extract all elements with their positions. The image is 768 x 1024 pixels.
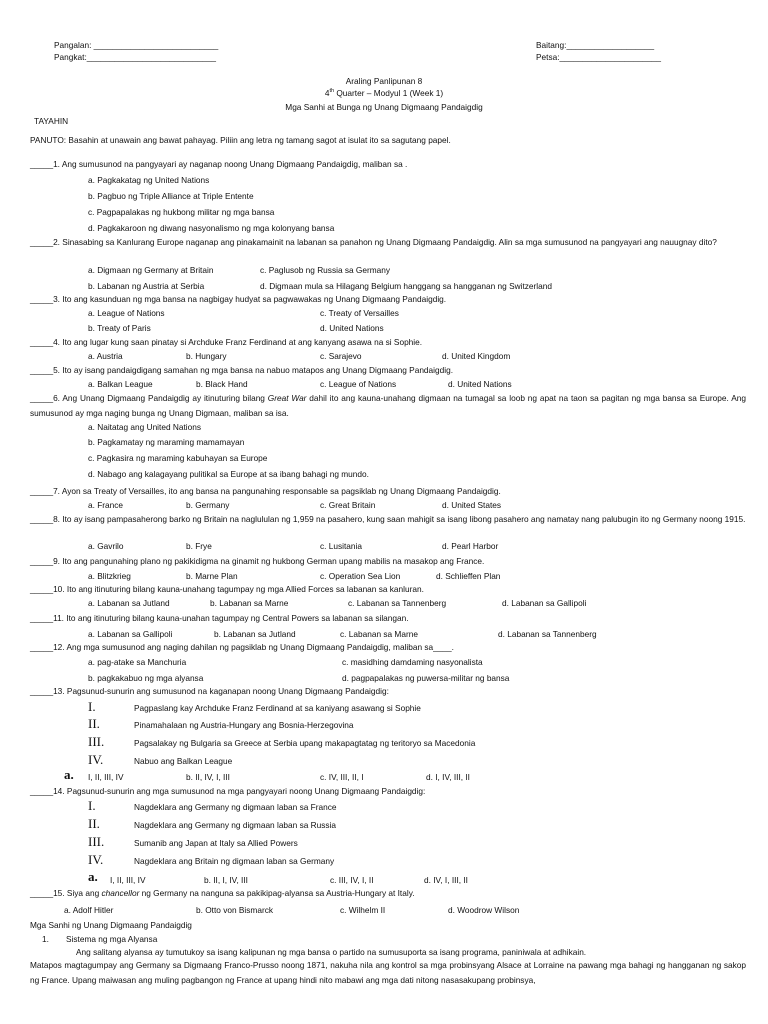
q6-choice-a[interactable]: a. Naitatag ang United Nations <box>88 422 202 432</box>
q8-choice-c[interactable]: c. Lusitania <box>320 541 362 551</box>
q12-choice-c[interactable]: c. masidhing damdaming nasyonalista <box>342 657 483 667</box>
q14-roman-1: I. <box>88 798 96 813</box>
q11-choice-a[interactable]: a. Labanan sa Gallipoli <box>88 629 173 639</box>
q7-choice-d[interactable]: d. United States <box>442 500 502 510</box>
q14-item-1: Nagdeklara ang Germany ng digmaan laban sa France <box>134 802 337 812</box>
q15-stem-emphasis: chancellor <box>101 888 140 898</box>
q14-choice-a-letter[interactable]: a. <box>88 869 98 884</box>
q6-choice-c[interactable]: c. Pagkasira ng maraming kabuhayan sa Europe <box>88 453 268 463</box>
q11-choice-b[interactable]: b. Labanan sa Jutland <box>214 629 296 639</box>
section-heading: TAYAHIN <box>34 116 69 126</box>
q13-choice-b[interactable]: b. II, IV, I, III <box>186 772 230 782</box>
q11-choice-d[interactable]: d. Labanan sa Tannenberg <box>498 629 597 639</box>
q3-choice-a[interactable]: a. League of Nations <box>88 308 165 318</box>
q3-choice-b[interactable]: b. Treaty of Paris <box>88 323 151 333</box>
q14-choice-c[interactable]: c. III, IV, I, II <box>330 875 374 885</box>
q13-choice-a-letter[interactable]: a. <box>64 767 74 782</box>
q10-choice-c[interactable]: c. Labanan sa Tannenberg <box>348 598 447 608</box>
q14-roman-3: III. <box>88 834 105 849</box>
q9-choice-b[interactable]: b. Marne Plan <box>186 571 238 581</box>
q2-choice-c[interactable]: c. Paglusob ng Russia sa Germany <box>260 265 391 275</box>
q13-item-3: Pagsalakay ng Bulgaria sa Greece at Serbia upang makapagtatag ng teritoryo sa Macedonia <box>134 738 476 748</box>
q14-roman-2: II. <box>88 816 100 831</box>
instructions: PANUTO: Basahin at unawain ang bawat pahayag. Piliin ang letra ng tamang sagot at isulat ito sa sagutang papel. <box>30 135 451 145</box>
topic-title: Mga Sanhi at Bunga ng Unang Digmaang Pandaigdig <box>285 102 483 112</box>
q15-choice-a[interactable]: a. Adolf Hitler <box>64 905 114 915</box>
question-12: _____12. Ang mga sumusunod ang naging dahilan ng pagsiklab ng Unang Digmaang Pandaigdig, maliban sa____. <box>30 642 454 652</box>
q15-choice-b[interactable]: b. Otto von Bismarck <box>196 905 274 915</box>
question-4: _____4. Ito ang lugar kung saan pinatay si Archduke Franz Ferdinand at ang kanyang asawa na si Sophie. <box>30 337 423 347</box>
q4-choice-b[interactable]: b. Hungary <box>186 351 227 361</box>
q8-choice-d[interactable]: d. Pearl Harbor <box>442 541 499 551</box>
q5-choice-b[interactable]: b. Black Hand <box>196 379 248 389</box>
baitang-field[interactable]: Baitang:___________________ <box>536 40 655 50</box>
q13-choice-a[interactable]: I, II, III, IV <box>88 772 124 782</box>
q4-choice-c[interactable]: c. Sarajevo <box>320 351 362 361</box>
q13-choice-d[interactable]: d. I, IV, III, II <box>426 772 470 782</box>
q15-choice-d[interactable]: d. Woodrow Wilson <box>448 905 520 915</box>
q14-roman-4: IV. <box>88 852 104 867</box>
question-5: _____5. Ito ay isang pandaigdigang samahan ng mga bansa na nabuo matapos ang Unang Digmaang Pandaigdig. <box>30 365 453 375</box>
reading-paragraph-2: Matapos magtagumpay ang Germany sa Digmaang Franco-Prusso noong 1871, nakuha nila ang kontrol sa mga probinsyang Alsace at Lorraine na pawang mga bahagi ng hangganan ng sakop ng France. Upang maiwasan ang muling pagbangon ng France at upang hindi nito mabawi ang mga dati nitong nasasakupang probinsya, <box>30 960 746 985</box>
question-7: _____7. Ayon sa Treaty of Versailles, ito ang bansa na pangunahing responsable sa pagsiklab ng Unang Digmaang Pandaigdig. <box>30 486 501 496</box>
q3-choice-d[interactable]: d. United Nations <box>320 323 384 333</box>
q2-choice-d[interactable]: d. Digmaan mula sa Hilagang Belgium hanggang sa hangganan ng Switzerland <box>260 281 552 291</box>
q14-item-3: Sumanib ang Japan at Italy sa Allied Powers <box>134 838 298 848</box>
pangalan-field[interactable]: Pangalan: ___________________________ <box>54 40 219 50</box>
q1-choice-d[interactable]: d. Pagkakaroon ng diwang nasyonalismo ng mga kolonyang bansa <box>88 223 335 233</box>
q12-choice-a[interactable]: a. pag-atake sa Manchuria <box>88 657 187 667</box>
quarter-title <box>0 88 768 98</box>
q10-choice-a[interactable]: a. Labanan sa Jutland <box>88 598 170 608</box>
q10-choice-b[interactable]: b. Labanan sa Marne <box>210 598 289 608</box>
reading-paragraph-1: Ang salitang alyansa ay tumutukoy sa isang kalipunan ng mga bansa o partido na sumusuporta sa isang programa, paniniwala at adhikain. <box>76 947 587 957</box>
q15-stem-start: _____15. Siya ang <box>30 888 102 898</box>
question-3: _____3. Ito ang kasunduan ng mga bansa na nagbigay hudyat sa pagwawakas ng Unang Digmaang Pandaigdig. <box>30 294 447 304</box>
q13-choice-c[interactable]: c. IV, III, II, I <box>320 772 364 782</box>
q6-choice-b[interactable]: b. Pagkamatay ng maraming mamamayan <box>88 437 245 447</box>
q13-roman-3: III. <box>88 734 105 749</box>
question-9: _____9. Ito ang pangunahing plano ng pakikidigma na ginamit ng hukbong German upang mabilis na masakop ang France. <box>30 556 485 566</box>
q6-stem-end: dahil ito ang kauna-unahang digmaan na tumagal sa loob ng apat na taon sa pagitan ng mga bansa sa Europe. Ang sumusunod ay mga naging bunga ng Unang Digmaan, maliban sa isa. <box>30 393 746 418</box>
q7-choice-c[interactable]: c. Great Britain <box>320 500 376 510</box>
q15-choice-c[interactable]: c. Wilhelm II <box>340 905 386 915</box>
question-14: _____14. Pagsunud-sunurin ang mga sumusunod na mga pangyayari noong Unang Digmaang Pandaigdig: <box>30 786 426 796</box>
q1-choice-c[interactable]: c. Pagpapalakas ng hukbong militar ng mga bansa <box>88 207 275 217</box>
reading-subheading: Sistema ng mga Alyansa <box>66 934 158 944</box>
q13-item-1: Pagpaslang kay Archduke Franz Ferdinand at sa kaniyang asawang si Sophie <box>134 703 421 713</box>
question-6 <box>30 391 746 420</box>
q6-stem-start: _____6. Ang Unang Digmaang Pandaigdig ay itinuturing bilang <box>30 393 268 403</box>
q14-item-2: Nagdeklara ang Germany ng digmaan laban sa Russia <box>134 820 337 830</box>
q8-choice-a[interactable]: a. Gavrilo <box>88 541 124 551</box>
reading-heading: Mga Sanhi ng Unang Digmaang Pandaigdig <box>30 920 192 930</box>
quarter-rest: Quarter – Modyul 1 (Week 1) <box>334 88 444 98</box>
q5-choice-c[interactable]: c. League of Nations <box>320 379 397 389</box>
q4-choice-d[interactable]: d. United Kingdom <box>442 351 511 361</box>
question-2: _____2. Sinasabing sa Kanlurang Europe naganap ang pinakamainit na labanan sa panahon ng Unang Digmaang Pandaigdig. Alin sa mga sumusunod na pangyayari ang nauugnay dito? <box>30 237 717 247</box>
q13-roman-1: I. <box>88 699 96 714</box>
q2-choice-b[interactable]: b. Labanan ng Austria at Serbia <box>88 281 205 291</box>
q12-choice-d[interactable]: d. pagpapalakas ng puwersa-militar ng bansa <box>342 673 510 683</box>
q11-choice-c[interactable]: c. Labanan sa Marne <box>340 629 418 639</box>
q1-choice-a[interactable]: a. Pagkakatag ng United Nations <box>88 175 210 185</box>
question-15 <box>30 888 746 898</box>
q13-item-2: Pinamahalaan ng Austria-Hungary ang Bosnia-Herzegovina <box>134 720 354 730</box>
quarter-number: 4 <box>324 88 330 98</box>
q14-item-4: Nagdeklara ang Britain ng digmaan laban sa Germany <box>134 856 335 866</box>
q8-choice-b[interactable]: b. Frye <box>186 541 212 551</box>
q10-choice-d[interactable]: d. Labanan sa Gallipoli <box>502 598 587 608</box>
question-13: _____13. Pagsunud-sunurin ang sumusunod na kaganapan noong Unang Digmaang Pandaigdig: <box>30 686 389 696</box>
q6-choice-d[interactable]: d. Nabago ang kalagayang pulitikal sa Europe at sa ibang bahagi ng mundo. <box>88 469 369 479</box>
q13-roman-4: IV. <box>88 752 104 767</box>
subject-title: Araling Panlipunan 8 <box>345 76 423 86</box>
pangkat-field[interactable]: Pangkat:____________________________ <box>54 52 216 62</box>
q14-choice-b[interactable]: b. II, I, IV, III <box>204 875 248 885</box>
q15-stem-end: ng Germany na nanguna sa pakikipag-alyansa sa Austria-Hungary at Italy. <box>139 888 415 898</box>
q13-item-4: Nabuo ang Balkan League <box>134 756 233 766</box>
question-8: _____8. Ito ay isang pampasaherong barko ng Britain na naglululan ng 1,959 na pasahero, kung saan mahigit sa isang libong pasahero ang namatay nang palubugin ito ng Germany noong 1915. <box>30 514 746 524</box>
q7-choice-a[interactable]: a. France <box>88 500 124 510</box>
q9-choice-c[interactable]: c. Operation Sea Lion <box>320 571 401 581</box>
q4-choice-a[interactable]: a. Austria <box>88 351 123 361</box>
q13-roman-2: II. <box>88 716 100 731</box>
q9-choice-a[interactable]: a. Blitzkrieg <box>88 571 131 581</box>
q14-choice-a[interactable]: I, II, III, IV <box>110 875 146 885</box>
q5-choice-d[interactable]: d. United Nations <box>448 379 512 389</box>
question-10: _____10. Ito ang itinuturing bilang kauna-unahang tagumpay ng mga Allied Forces sa labanan sa kanluran. <box>30 584 424 594</box>
q9-choice-d[interactable]: d. Schlieffen Plan <box>436 571 501 581</box>
question-1: _____1. Ang sumusunod na pangyayari ay naganap noong Unang Digmaang Pandaigdig, maliban sa . <box>30 159 408 169</box>
q2-choice-a[interactable]: a. Digmaan ng Germany at Britain <box>88 265 214 275</box>
question-11: _____11. Ito ang itinuturing bilang kauna-unahan tagumpay ng Central Powers sa labanan sa silangan. <box>30 613 409 623</box>
petsa-field[interactable]: Petsa:______________________ <box>536 52 662 62</box>
q5-choice-a[interactable]: a. Balkan League <box>88 379 153 389</box>
q3-choice-c[interactable]: c. Treaty of Versailles <box>320 308 399 318</box>
q14-choice-d[interactable]: d. IV, I, III, II <box>424 875 468 885</box>
q6-stem-emphasis: Great War <box>267 393 307 403</box>
reading-number: 1. <box>42 934 49 944</box>
q12-choice-b[interactable]: b. pagkakabuo ng mga alyansa <box>88 673 204 683</box>
q1-choice-b[interactable]: b. Pagbuo ng Triple Alliance at Triple Entente <box>88 191 254 201</box>
q7-choice-b[interactable]: b. Germany <box>186 500 230 510</box>
quarter-suffix: th <box>329 88 335 95</box>
